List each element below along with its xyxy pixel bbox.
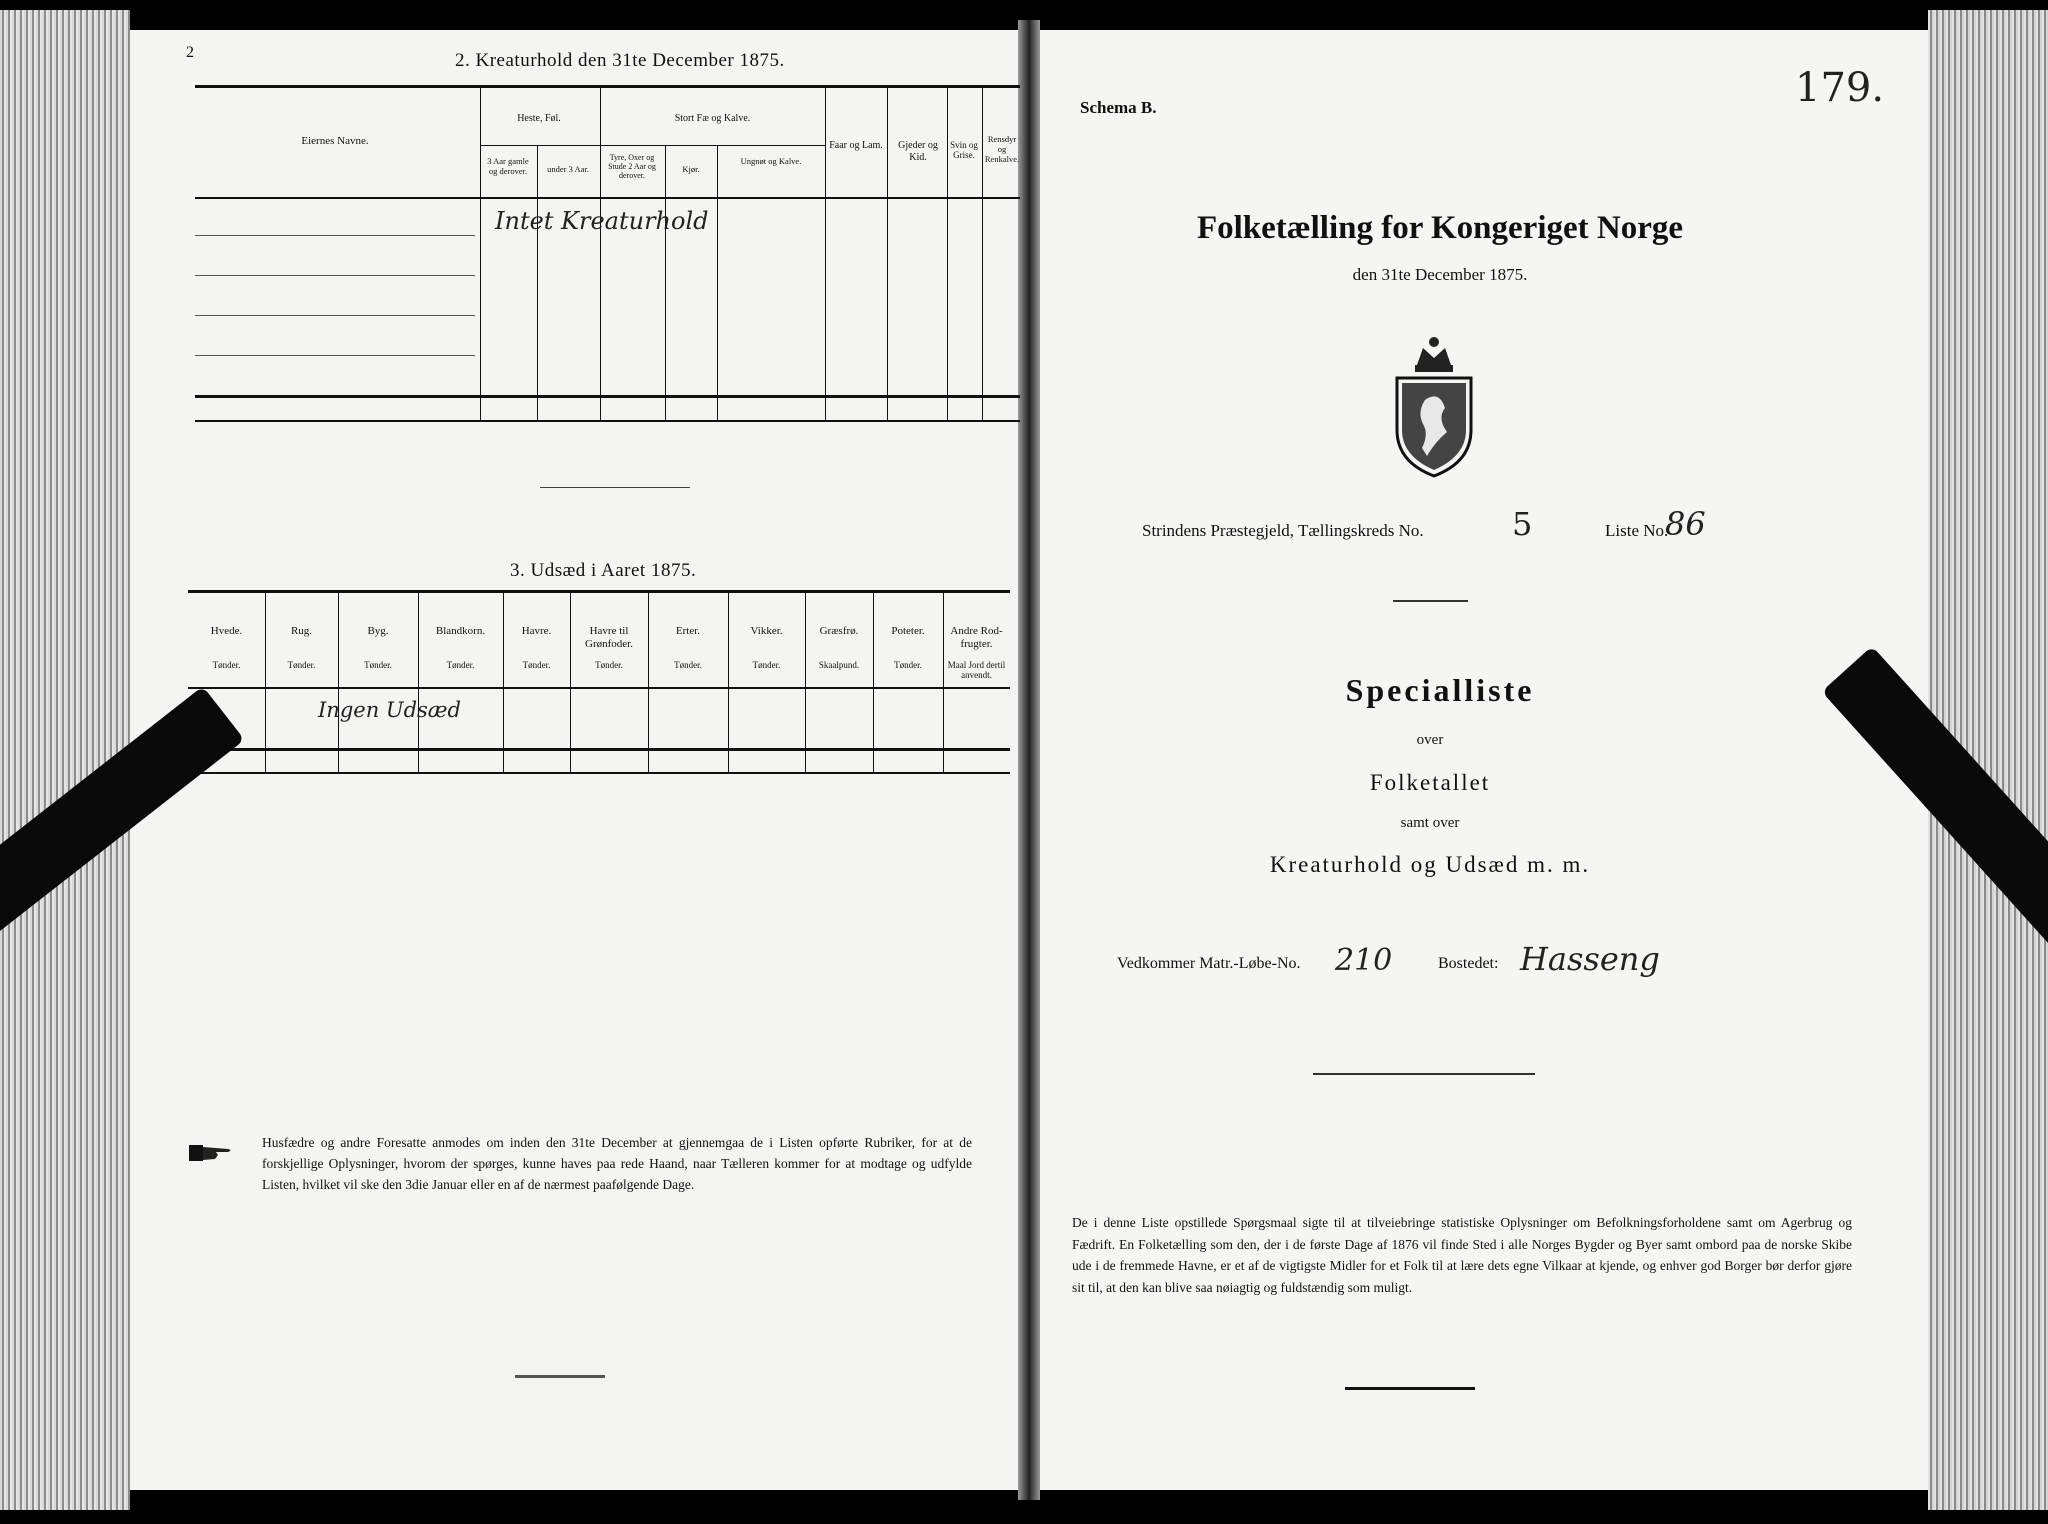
cattle-group-header: Stort Fæ og Kalve. [674, 113, 751, 124]
cattle-sub-calves: Ungnøt og Kalve. [740, 156, 802, 166]
sowing-col-unit: Tønder. [894, 660, 922, 670]
bosted-label: Bostedet: [1438, 955, 1499, 972]
sowing-col-header: Blandkorn. [435, 625, 486, 637]
section3-title: 3. Udsæd i Aaret 1875. [510, 560, 697, 581]
schema-label: Schema B. [1080, 98, 1157, 117]
cattle-sub-bulls: Tyre, Oxer og Stude 2 Aar og derover. [608, 153, 656, 181]
sowing-col-header: Vikker. [750, 625, 783, 637]
horses-group-header: Heste, Føl. [517, 113, 561, 124]
folketallet-heading: Folketallet [1369, 770, 1491, 795]
col-reindeer: Rensdyr og Renkalve. [984, 134, 1020, 164]
divider [1313, 1073, 1535, 1075]
handwritten-sowing-entry: Ingen Udsæd [318, 698, 461, 722]
col-pigs: Svin og Grise. [950, 140, 978, 161]
bosted-value: Hasseng [1520, 940, 1660, 978]
horses-sub-old: 3 Aar gamle og derover. [487, 156, 529, 176]
sowing-col-unit: Tønder. [522, 660, 551, 670]
sowing-col-header: Poteter. [891, 625, 925, 637]
sowing-col-header: Byg. [367, 625, 389, 637]
notice-text: Husfædre og andre Foresatte anmodes om inden den 31te December at gjennemgaa de i Listen opførte Rubriker, for at de forskjellige Oplysninger, hvorom der spørges, kunne haves paa rede Haand, naar Tælleren kommer for at modtage og udfylde Listen, hvilket vil ske den 3die Januar eller en af de nærmest paafølgende Dage. [262, 1135, 972, 1192]
sowing-col-header: Erter. [675, 625, 701, 637]
divider [540, 487, 690, 488]
matr-number: 210 [1335, 943, 1393, 978]
liste-number: 86 [1665, 505, 1706, 543]
sowing-col-header: Havre. [521, 625, 552, 637]
sowing-col-unit: Tønder. [446, 660, 475, 670]
census-date: den 31te December 1875. [1352, 265, 1528, 284]
sowing-col-header: Hvede. [210, 625, 243, 637]
livestock-table [195, 85, 1020, 425]
kreds-number: 5 [1512, 505, 1533, 543]
sowing-col-unit: Tønder. [287, 660, 316, 670]
sowing-col-unit: Maal Jord dertil anvendt. [947, 660, 1006, 681]
sowing-col-unit: Tønder. [752, 660, 781, 670]
section2-title: 2. Kreaturhold den 31te December 1875. [455, 50, 785, 71]
sowing-col-unit: Tønder. [212, 660, 241, 670]
sowing-col-header: Rug. [290, 625, 313, 637]
sowing-col-unit: Tønder. [674, 660, 702, 670]
coat-of-arms-icon [1387, 330, 1482, 480]
handwritten-livestock-entry: Intet Kreaturhold [495, 207, 709, 235]
horses-sub-young: under 3 Aar. [547, 164, 589, 174]
specialliste-heading: Specialliste [1345, 672, 1535, 708]
sowing-col-header: Andre Rod-frugter. [950, 625, 1003, 650]
pointing-hand-icon [188, 1142, 234, 1164]
col-goats: Gjeder og Kid. [898, 140, 938, 163]
footnote-text: De i denne Liste opstillede Spørgsmaal sigte til at tilveiebringe statistiske Oplysninger om Befolkningsforholdene samt om Agerbrug og Fædrift. En Folketælling som den, der i de første Dage af 1876 vil finde Sted i alle Norges Bygder og Byer samt ombord paa de norske Skibe ude i de fremmede Havne, er et af de vigtigste Midler for et Folk til at lære dets egne Vilkaar at kjende, og enhver god Borger bør derfor gjøre sit til, at den kan blive saa nøiagtig og fuldstændig som muligt. [1072, 1215, 1852, 1295]
divider [1393, 600, 1468, 602]
sowing-col-unit: Tønder. [364, 660, 392, 670]
page-mark: 2 [186, 44, 194, 61]
parish-label: Strindens Præstegjeld, Tællingskreds No. [1142, 521, 1424, 540]
sowing-table [188, 590, 1010, 775]
over-label: over [1416, 732, 1444, 748]
divider [515, 1375, 605, 1378]
book-spine [1018, 20, 1040, 1500]
kreaturhold-heading: Kreaturhold og Udsæd m. m. [1269, 852, 1591, 877]
sowing-col-header: Havre til Grønfoder. [585, 625, 633, 650]
col-sheep: Faar og Lam. [829, 140, 883, 151]
sowing-col-header: Græsfrø. [819, 625, 859, 637]
col-owner-header: Eiernes Navne. [301, 135, 369, 147]
cattle-sub-cows: Kjør. [682, 164, 700, 174]
divider [1345, 1387, 1475, 1390]
main-title: Folketælling for Kongeriget Norge [1196, 210, 1684, 246]
liste-label: Liste No. [1605, 521, 1669, 540]
sowing-col-unit: Tønder. [595, 660, 623, 670]
matr-label: Vedkommer Matr.-Løbe-No. [1117, 955, 1301, 972]
sowing-col-unit: Skaalpund. [818, 660, 860, 670]
folio-number: 179. [1795, 65, 1885, 111]
samt-over-label: samt over [1400, 815, 1460, 831]
